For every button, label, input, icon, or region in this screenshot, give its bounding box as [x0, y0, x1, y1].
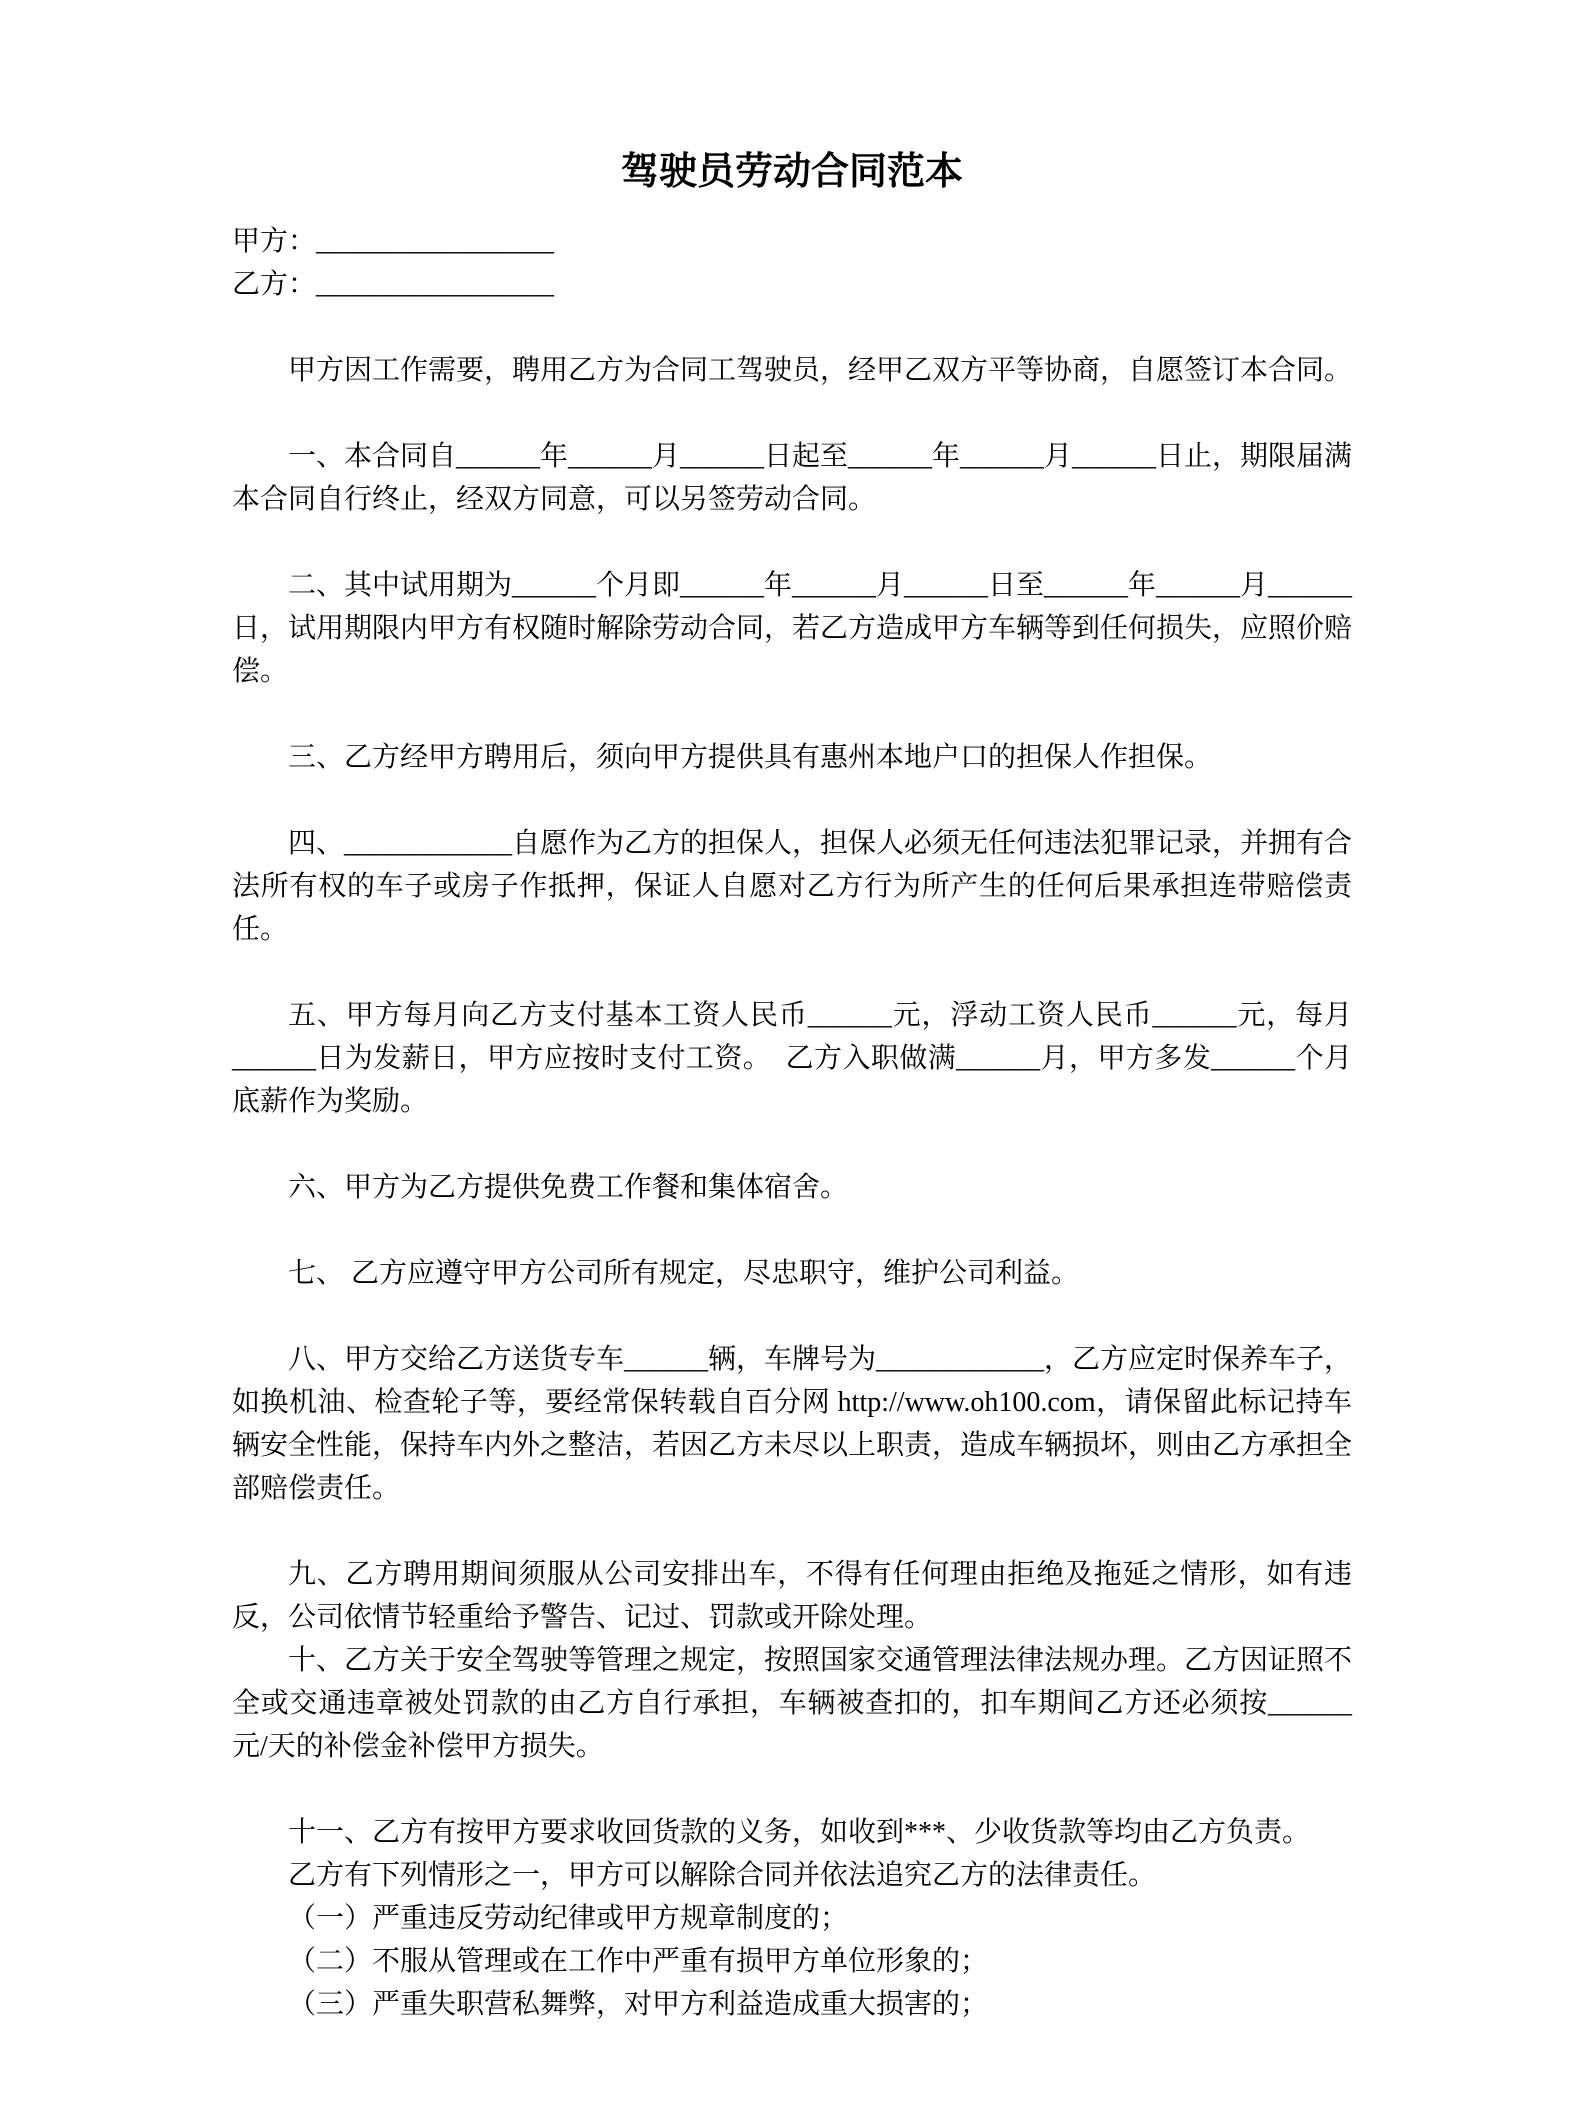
termination-item-1: （一）严重违反劳动纪律或甲方规章制度的；: [288, 1903, 849, 1934]
clause-1: 一、本合同自______年______月______日起至______年______月______日止，期限届满本合同自行终止，经双方同意，可以另签劳动合同。: [232, 441, 1353, 515]
party-a-line: 甲方：_________________: [232, 226, 555, 257]
party-b-line: 乙方：_________________: [232, 269, 555, 300]
clause-11-termination-intro: 乙方有下列情形之一，甲方可以解除合同并依法追究乙方的法律责任。: [288, 1860, 1157, 1891]
clause-7: 七、 乙方应遵守甲方公司所有规定，尽忠职守，维护公司利益。: [288, 1258, 1080, 1289]
document-content: [232, 146, 1352, 2026]
clause-8: 八、甲方交给乙方送货专车______辆，车牌号为____________，乙方应定时保养车子，如换机油、检查轮子等，要经常保转载自百分网 http://www.oh100.com，请保留此标记持车辆安全性能，保持车内外之整洁，若因乙方未尽以上职责，造成车辆损坏，则由乙方承担全部赔偿责任。: [232, 1344, 1353, 1504]
contract-title: 驾驶员劳动合同范本: [620, 151, 963, 193]
clause-3: 三、乙方经甲方聘用后，须向甲方提供具有惠州本地户口的担保人作担保。: [288, 742, 1213, 773]
clause-5: 五、甲方每月向乙方支付基本工资人民币______元，浮动工资人民币______元，每月______日为发薪日，甲方应按时支付工资。 乙方入职做满______月，甲方多发______个月底薪作为奖励。: [232, 1000, 1352, 1117]
clause-2: 二、其中试用期为______个月即______年______月______日至______年______月______日，试用期限内甲方有权随时解除劳动合同，若乙方造成甲方车辆等到任何损失，应照价赔偿。: [232, 570, 1353, 687]
clause-10: 十、乙方关于安全驾驶等管理之规定，按照国家交通管理法律法规办理。乙方因证照不全或交通违章被处罚款的由乙方自行承担，车辆被查扣的，扣车期间乙方还必须按______元/天的补偿金补偿甲方损失。: [232, 1645, 1353, 1762]
clause-6: 六、甲方为乙方提供免费工作餐和集体宿舍。: [288, 1172, 849, 1203]
clause-4: 四、____________自愿作为乙方的担保人，担保人必须无任何违法犯罪记录，并拥有合法所有权的车子或房子作抵押，保证人自愿对乙方行为所产生的任何后果承担连带赔偿责任。: [232, 828, 1353, 945]
termination-item-2: （二）不服从管理或在工作中严重有损甲方单位形象的；: [288, 1946, 989, 1977]
clause-9: 九、乙方聘用期间须服从公司安排出车，不得有任何理由拒绝及拖延之情形，如有违反，公司依情节轻重给予警告、记过、罚款或开除处理。: [232, 1559, 1352, 1633]
clause-11: 十一、乙方有按甲方要求收回货款的义务，如收到***、少收货款等均由乙方负责。: [288, 1817, 1311, 1848]
termination-item-3: （三）严重失职营私舞弊，对甲方利益造成重大损害的；: [288, 1989, 989, 2020]
intro-paragraph: 甲方因工作需要，聘用乙方为合同工驾驶员，经甲乙双方平等协商，自愿签订本合同。: [288, 355, 1353, 386]
